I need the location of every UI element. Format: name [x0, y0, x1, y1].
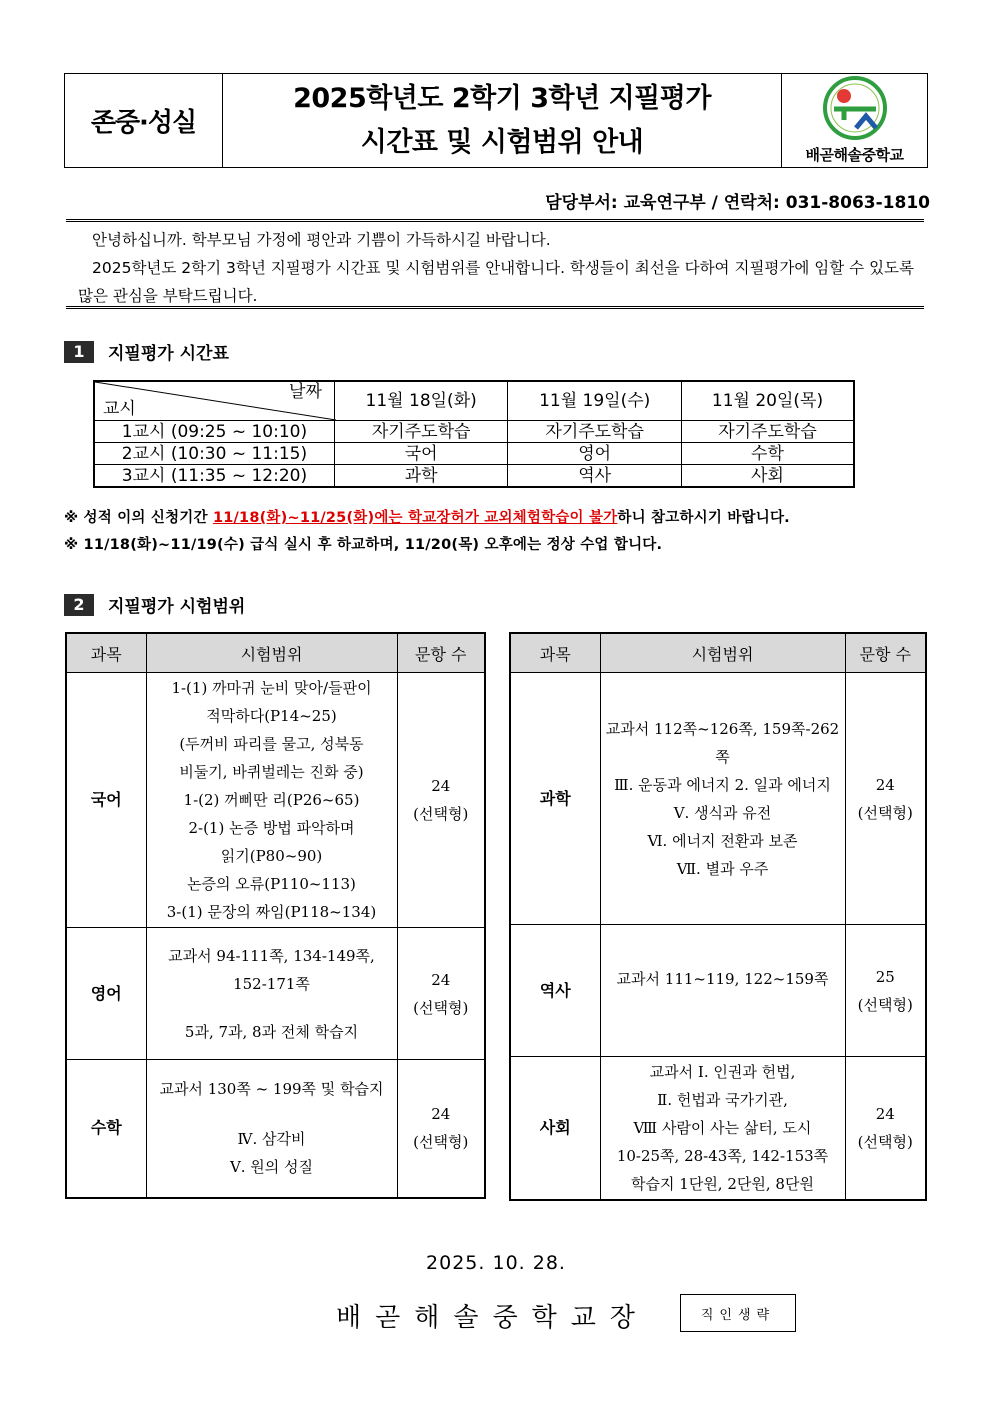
range-line: 교과서 111~119, 122~159쪽 [616, 970, 829, 988]
question-type: (선택형) [857, 1133, 913, 1151]
schedule-corner-cell [94, 381, 334, 421]
range-line: 읽기(P80~90) [220, 847, 323, 865]
range-spacer [148, 998, 396, 1018]
school-motto: 존중·성실 [65, 74, 223, 167]
range-cell [146, 928, 397, 1060]
date-header: 11월 20일(목) [681, 381, 854, 421]
range-line: 논증의 오류(P110~113) [187, 875, 356, 893]
range-line: Ⅵ. 에너지 전환과 보존 [647, 831, 798, 850]
question-count: 24 [431, 777, 451, 795]
subject-cell: 국어 [66, 673, 146, 928]
corner-period-label: 교시 [103, 399, 136, 419]
subject-cell: 역사 [510, 925, 600, 1057]
schedule-row [94, 443, 854, 465]
subject-cell: 수학 [66, 1060, 146, 1198]
question-count: 25 [875, 967, 895, 986]
range-line: 3-(1) 문장의 짜임(P118~134) [166, 903, 377, 921]
count-cell [845, 673, 926, 925]
document-title [223, 74, 781, 167]
section-title: 지필평가 시간표 [108, 344, 229, 364]
range-line: (두꺼비 파리를 물고, 성북동 [179, 735, 364, 753]
col-count: 문항 수 [845, 633, 926, 673]
range-line: 교과서 112쪽~126쪽, 159쪽-262쪽 [605, 719, 840, 766]
note-lunch: ※ 11/18(화)~11/19(수) 급식 실시 후 하교하며, 11/20(목) 오후에는 정상 수업 합니다. [64, 537, 663, 553]
date-header: 11월 19일(수) [508, 381, 682, 421]
count-cell [397, 928, 485, 1060]
question-count: 24 [875, 1105, 895, 1123]
range-line: 1-(1) 까마귀 눈비 맞아/들판이 [171, 679, 372, 697]
question-type: (선택형) [413, 1133, 469, 1152]
subject-cell: 영어 [66, 928, 146, 1060]
subject-cell: 사회 [681, 465, 854, 488]
school-emblem-icon [820, 76, 890, 142]
range-spacer [148, 1103, 396, 1125]
subject-cell: 자기주도학습 [681, 421, 854, 443]
subject-cell: 수학 [681, 443, 854, 465]
range-line: 적막하다(P14~25) [206, 707, 337, 725]
section-number: 2 [64, 594, 94, 616]
question-type: (선택형) [857, 995, 913, 1014]
subject-cell: 과학 [510, 673, 600, 925]
note-appeal-period [64, 506, 790, 527]
range-line: 학습지 1단원, 2단원, 8단원 [631, 1175, 814, 1193]
subject-cell: 국어 [334, 443, 508, 465]
school-name: 배곧해솔중학교 [805, 146, 904, 164]
question-type: (선택형) [857, 803, 913, 822]
corner-date-label: 날짜 [289, 382, 322, 402]
count-cell [397, 673, 485, 928]
subject-cell: 과학 [334, 465, 508, 488]
col-count: 문항 수 [397, 633, 485, 673]
greeting-line-1: 안녕하십니까. 학부모님 가정에 평안과 기쁨이 가득하시길 바랍니다. [92, 231, 551, 249]
period-cell: 1교시 (09:25 ~ 10:10) [94, 421, 334, 443]
schedule-row [94, 465, 854, 488]
period-cell: 3교시 (11:35 ~ 12:20) [94, 465, 334, 488]
note-text: 하니 참고하시기 바랍니다. [617, 510, 790, 526]
title-line-1: 2025학년도 2학기 3학년 지필평가 [293, 82, 711, 114]
count-cell [845, 1057, 926, 1201]
range-line: 교과서 94-111쪽, 134-149쪽, [168, 946, 375, 965]
issue-date: 2025. 10. 28. [426, 1252, 566, 1274]
schedule-row [94, 421, 854, 443]
range-cell [600, 1057, 845, 1201]
range-line: 교과서 130쪽 ~ 199쪽 및 학습지 [159, 1080, 384, 1099]
question-type: (선택형) [413, 805, 469, 823]
range-line: Ⅴ. 원의 성질 [229, 1158, 314, 1177]
range-line: Ⅴ. 생식과 유전 [673, 803, 772, 822]
subject-cell: 역사 [508, 465, 682, 488]
range-row [510, 673, 926, 925]
question-count: 24 [875, 775, 895, 794]
count-cell [397, 1060, 485, 1198]
range-line: Ⅷ 사람이 사는 삶터, 도시 [633, 1119, 812, 1137]
question-count: 24 [431, 970, 451, 989]
col-range: 시험범위 [600, 633, 845, 673]
subject-cell: 자기주도학습 [334, 421, 508, 443]
subject-cell: 자기주도학습 [508, 421, 682, 443]
subject-cell: 사회 [510, 1057, 600, 1201]
school-logo [781, 74, 927, 167]
range-line: 교과서 Ⅰ. 인권과 헌법, [649, 1063, 796, 1081]
range-row [66, 928, 485, 1060]
question-type: (선택형) [413, 998, 469, 1017]
count-cell [845, 925, 926, 1057]
date-header: 11월 18일(화) [334, 381, 508, 421]
range-line: 10-25쪽, 28-43쪽, 142-153쪽 [616, 1147, 829, 1165]
range-line: 비둘기, 바퀴벌레는 진화 중) [179, 763, 364, 781]
document-header [64, 73, 928, 168]
range-row [66, 673, 485, 928]
range-cell [146, 1060, 397, 1198]
seal-omitted-box: 직인생략 [680, 1294, 796, 1332]
range-table-left [65, 632, 486, 1199]
question-count: 24 [431, 1105, 451, 1124]
section-number: 1 [64, 341, 94, 363]
range-line: Ⅱ. 헌법과 국가기관, [657, 1091, 788, 1109]
range-row [510, 1057, 926, 1201]
range-row [510, 925, 926, 1057]
section-2-heading [64, 592, 245, 617]
range-table-right [509, 632, 927, 1201]
range-line: 1-(2) 꺼삐딴 리(P26~65) [183, 791, 360, 809]
principal-title: 배곧해솔중학교장 [336, 1303, 649, 1333]
title-line-2: 시간표 및 시험범위 안내 [360, 126, 644, 158]
period-cell: 2교시 (10:30 ~ 11:15) [94, 443, 334, 465]
range-cell [600, 673, 845, 925]
range-cell [146, 673, 397, 928]
department-contact: 담당부서: 교육연구부 / 연락처: 031-8063-1810 [545, 193, 930, 213]
range-line: 5과, 7과, 8과 전체 학습지 [184, 1022, 359, 1041]
greeting-line-2: 2025학년도 2학기 3학년 지필평가 시간표 및 시험범위를 안내합니다. 학생들이 최선을 다하여 지필평가에 임할 수 있도록 많은 관심을 부탁드립니다. [78, 259, 914, 305]
schedule-table [93, 380, 855, 488]
greeting-box [66, 219, 924, 309]
note-highlight: 11/18(화)~11/25(화)에는 학교장허가 교외체험학습이 불가 [212, 510, 618, 526]
col-subject: 과목 [66, 633, 146, 673]
col-range: 시험범위 [146, 633, 397, 673]
range-line: 152-171쪽 [233, 974, 310, 993]
range-line: Ⅶ. 별과 우주 [676, 859, 769, 878]
col-subject: 과목 [510, 633, 600, 673]
section-title: 지필평가 시험범위 [108, 597, 246, 617]
range-row [66, 1060, 485, 1198]
range-line: Ⅲ. 운동과 에너지 2. 일과 에너지 [614, 775, 831, 794]
range-cell [600, 925, 845, 1057]
subject-cell: 영어 [508, 443, 682, 465]
range-line: 2-(1) 논증 방법 파악하며 [188, 819, 355, 837]
note-text: ※ 성적 이의 신청기간 [64, 510, 213, 526]
range-line: Ⅳ. 삼각비 [237, 1130, 306, 1149]
section-1-heading [64, 339, 229, 364]
